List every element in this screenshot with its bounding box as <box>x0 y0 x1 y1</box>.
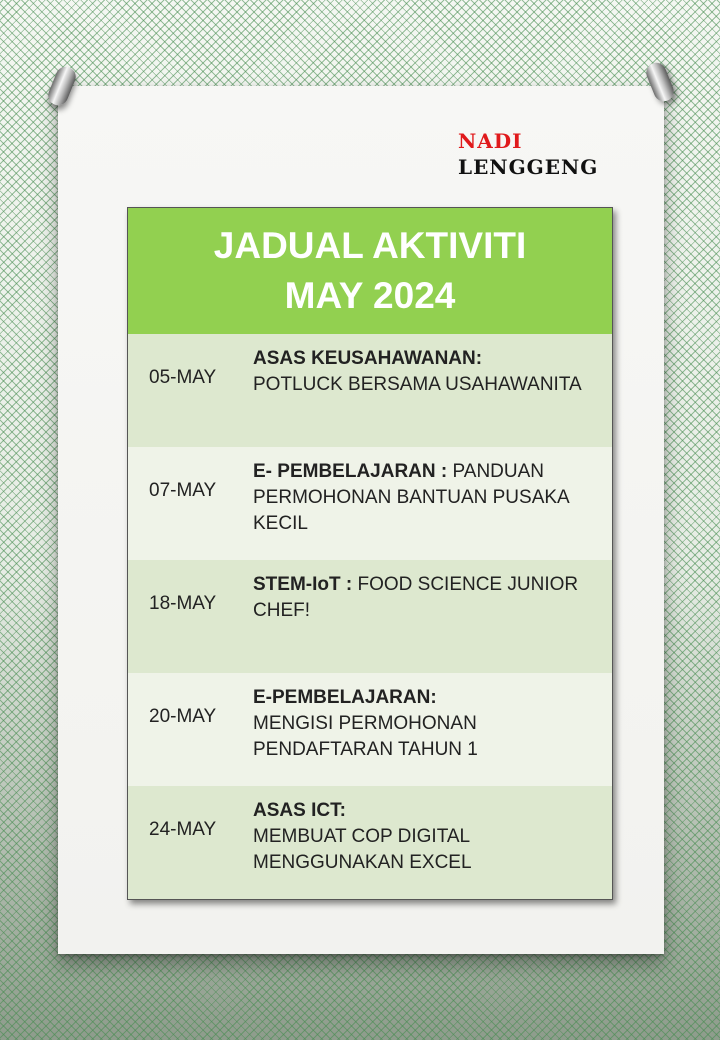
row-activity <box>253 560 612 673</box>
row-activity <box>253 447 612 560</box>
row-description: MEMBUAT COP DIGITAL MENGGUNAKAN EXCEL <box>253 826 472 873</box>
row-category: E-PEMBELAJARAN: <box>253 687 437 708</box>
row-date: 05-MAY <box>149 367 217 388</box>
row-category: ASAS KEUSAHAWANAN: <box>253 348 483 369</box>
row-activity <box>253 334 612 447</box>
brand-line-1: NADI <box>458 129 523 153</box>
row-date: 18-MAY <box>149 593 217 614</box>
row-description: FOOD SCIENCE JUNIOR CHEF! <box>253 574 579 621</box>
schedule-month: MAY 2024 <box>284 275 456 316</box>
table-row <box>128 786 612 899</box>
table-row <box>128 447 612 560</box>
table-row <box>128 673 612 786</box>
schedule-header <box>128 208 612 334</box>
row-category: ASAS ICT: <box>253 800 346 821</box>
row-date: 24-MAY <box>149 819 217 840</box>
brand-line-2: LENGGENG <box>458 155 599 179</box>
schedule-table <box>127 207 613 900</box>
schedule-title: JADUAL AKTIVITI <box>213 225 527 266</box>
brand-logo-text <box>458 128 598 180</box>
row-date: 07-MAY <box>149 480 217 501</box>
row-category: STEM-IoT : <box>253 574 353 595</box>
row-date: 20-MAY <box>149 706 217 727</box>
row-description: PANDUAN PERMOHONAN BANTUAN PUSAKA KECIL <box>253 461 569 534</box>
row-description: MENGISI PERMOHONAN PENDAFTARAN TAHUN 1 <box>253 713 478 760</box>
row-description: POTLUCK BERSAMA USAHAWANITA <box>253 374 582 395</box>
table-row <box>128 560 612 673</box>
row-activity <box>253 786 612 899</box>
row-category: E- PEMBELAJARAN : <box>253 461 448 482</box>
table-row <box>128 334 612 447</box>
row-activity <box>253 673 612 786</box>
